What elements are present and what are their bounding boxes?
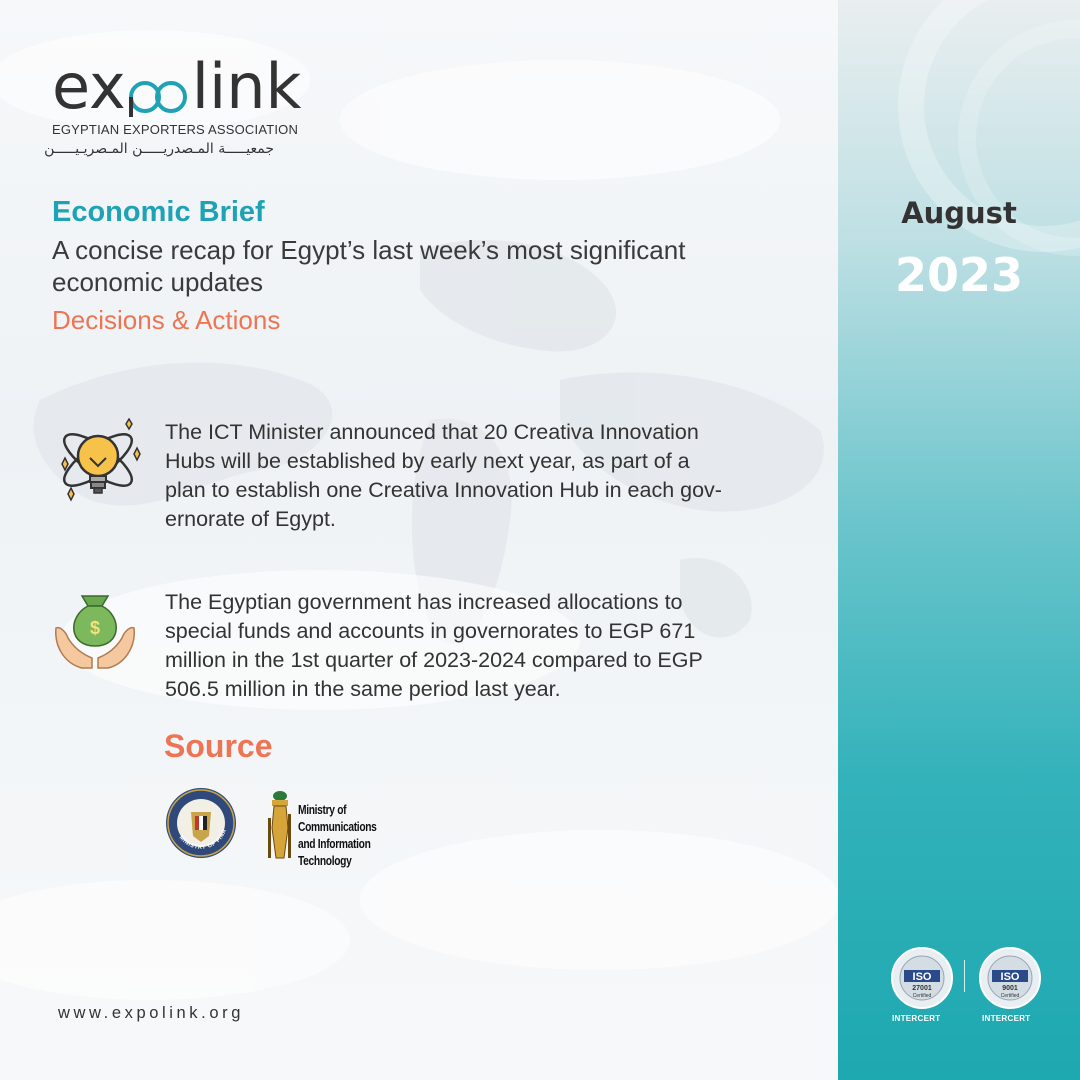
date-month: August: [901, 196, 1017, 230]
mcit-label: Ministry of Communications and Information Technology: [298, 803, 377, 868]
logo-wordmark: [52, 50, 302, 123]
iso-number: 27001: [912, 985, 932, 992]
website-link[interactable]: www.expolink.org: [58, 1004, 244, 1022]
iso-number: 9001: [1002, 985, 1018, 992]
ministry-of-finance-logo: [164, 786, 238, 860]
dollar-sign: $: [89, 618, 101, 638]
brief-title: Economic Brief: [52, 196, 265, 228]
mcit-emblem-icon: [266, 788, 296, 862]
news-item-text: The ICT Minister announced that 20 Creativa Innovation Hubs will be established by early next year, as part of a plan to establish one Creativa Innovation Hub in each gov- ernorate of Egypt.: [165, 420, 722, 531]
iso-label: ISO: [912, 971, 932, 983]
innovation-lightbulb-icon: [52, 418, 148, 514]
logo-text-left: ex: [52, 50, 126, 123]
source-heading: Source: [164, 728, 273, 764]
mcit-logo: [266, 788, 426, 868]
association-name-en: EGYPTIAN EXPORTERS ASSOCIATION: [52, 122, 299, 137]
brief-subtitle: A concise recap for Egypt’s last week’s most significant economic updates: [52, 235, 686, 297]
money-bag-hands-icon: [52, 588, 148, 684]
iso-9001-badge: [978, 946, 1042, 1010]
expolink-logo: [44, 50, 302, 157]
intercert-label: INTERCERT: [892, 1014, 941, 1023]
logo-text-right: link: [191, 50, 302, 123]
ministry-of-finance-label: MINISTRY OF FINA: [177, 828, 229, 851]
iso-certified: Certified: [1000, 993, 1020, 999]
intercert-label: INTERCERT: [982, 1014, 1031, 1023]
logo-infinity-icon: [127, 65, 191, 109]
iso-label: ISO: [1000, 971, 1020, 983]
news-item-text: The Egyptian government has increased allocations to special funds and accounts in governorates to EGP 671 million in the 1st quarter of 2023-2024 compared to EGP 506.5 million in the same period last year.: [165, 590, 703, 701]
date-year: 2023: [894, 248, 1024, 302]
association-name-ar: جمعيـــــة المـصدريـــــن المـصريـيـــــن: [44, 141, 274, 157]
iso-certified: Certified: [912, 993, 932, 999]
iso-27001-badge: [890, 946, 954, 1010]
brief-category: Decisions & Actions: [52, 305, 281, 335]
badge-divider: [964, 960, 965, 992]
right-date-panel: [838, 0, 1080, 1080]
iso-certifications: [886, 940, 1046, 1030]
